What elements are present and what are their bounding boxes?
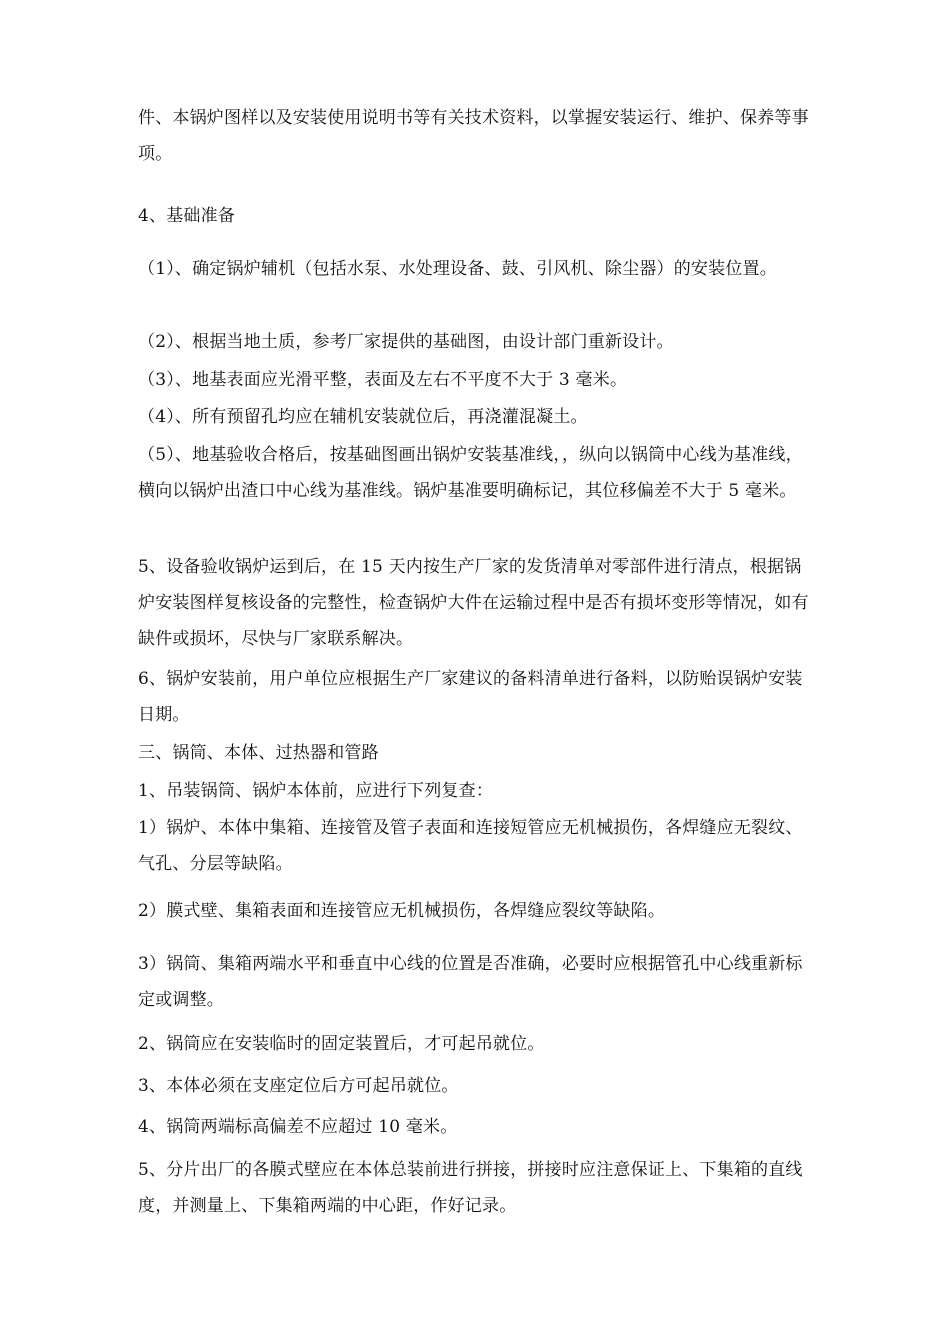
paragraph-check-2: 2）膜式壁、集箱表面和连接管应无机械损伤，各焊缝应裂纹等缺陷。 [138, 901, 666, 921]
paragraph-body-support: 3、本体必须在支座定位后方可起吊就位。 [138, 1076, 459, 1096]
paragraph-item-4: （4）、所有预留孔均应在辅机安装就位后，再浇灌混凝土。 [138, 407, 588, 427]
paragraph-elevation: 4、锅筒两端标高偏差不应超过 10 毫米。 [138, 1117, 458, 1137]
heading-foundation-prep: 4、基础准备 [138, 206, 236, 226]
paragraph-item-5: （5）、地基验收合格后，按基础图画出锅炉安装基准线，，纵向以锅筒中心线为基准线，横向以锅炉出渣口中心线为基准线。锅炉基准要明确标记，其位移偏差不大于 5 毫米。 [138, 445, 803, 501]
paragraph-lifting-check: 1、吊装锅筒、锅炉本体前，应进行下列复查： [138, 781, 494, 801]
heading-drum-body: 三、锅筒、本体、过热器和管路 [138, 743, 379, 763]
paragraph-item-1: （1）、确定锅炉辅机（包括水泵、水处理设备、鼓、引风机、除尘器）的安装位置。 [138, 259, 777, 279]
paragraph-item-2: （2）、根据当地土质，参考厂家提供的基础图，由设计部门重新设计。 [138, 332, 674, 352]
paragraph-material-prep: 6、锅炉安装前，用户单位应根据生产厂家建议的备料清单进行备料，以防贻误锅炉安装日期。 [138, 669, 803, 725]
paragraph-check-1: 1）锅炉、本体中集箱、连接管及管子表面和连接短管应无机械损伤，各焊缝应无裂纹、气孔、分层等缺陷。 [138, 818, 803, 874]
paragraph-item-3: （3）、地基表面应光滑平整，表面及左右不平度不大于 3 毫米。 [138, 370, 628, 390]
paragraph-membrane-wall: 5、分片出厂的各膜式壁应在本体总装前进行拼接，拼接时应注意保证上、下集箱的直线度，并测量上、下集箱两端的中心距，作好记录。 [138, 1160, 803, 1216]
paragraph-equipment-acceptance: 5、设备验收锅炉运到后，在 15 天内按生产厂家的发货清单对零部件进行清点，根据锅炉安装图样复核设备的完整性，检查锅炉大件在运输过程中是否有损坏变形等情况，如有缺件或损坏，尽快与厂家联系解决。 [138, 557, 809, 649]
paragraph-technical-docs: 件、本锅炉图样以及安装使用说明书等有关技术资料，以掌握安装运行、维护、保养等事项。 [138, 108, 809, 164]
paragraph-check-3: 3）锅筒、集箱两端水平和垂直中心线的位置是否准确，必要时应根据管孔中心线重新标定或调整。 [138, 954, 803, 1010]
paragraph-drum-fixing: 2、锅筒应在安装临时的固定装置后，才可起吊就位。 [138, 1034, 545, 1054]
